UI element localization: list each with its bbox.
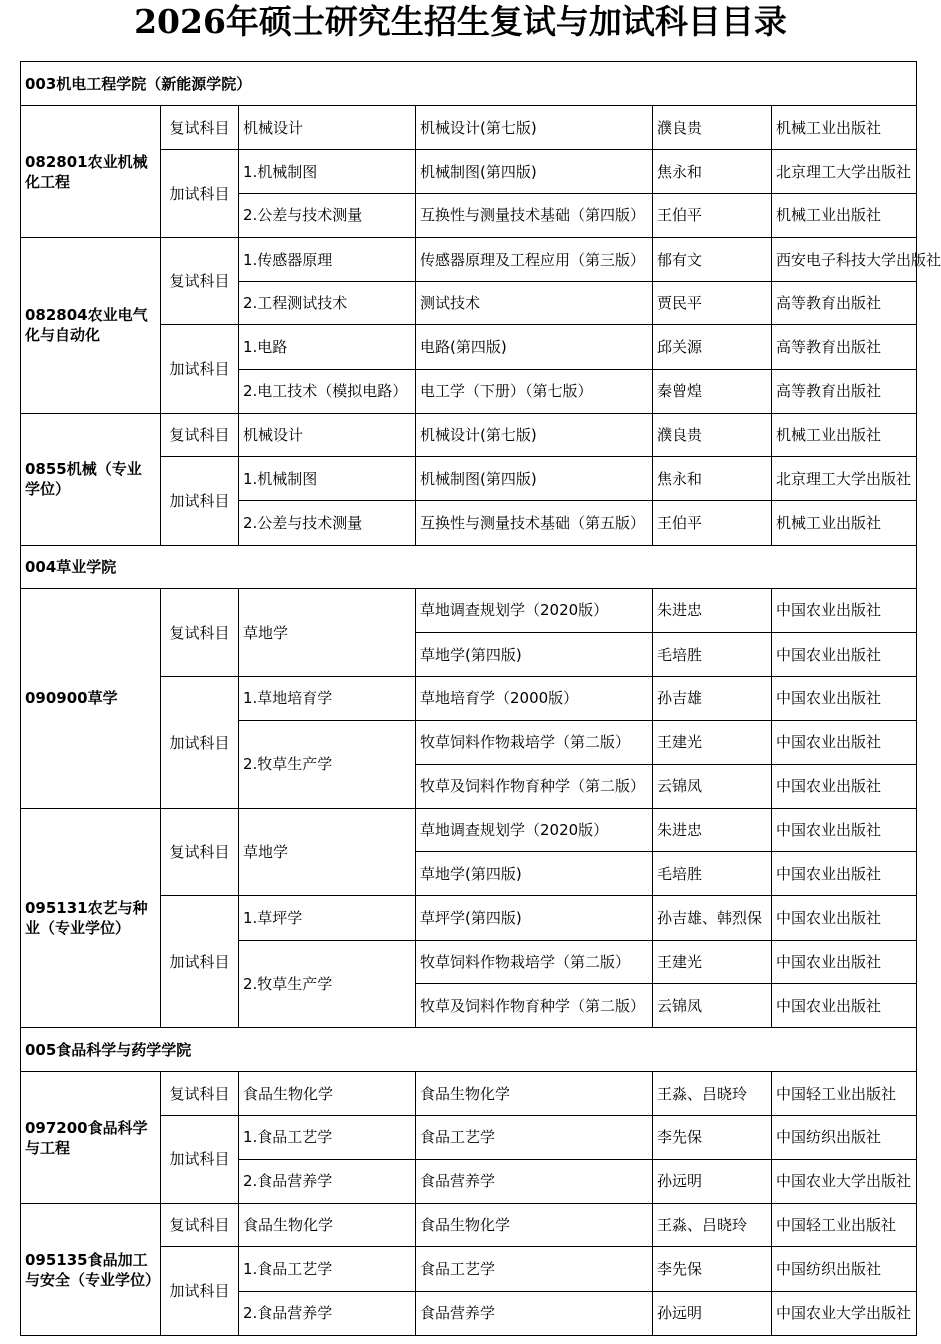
book-author: 毛培胜 [653,852,772,896]
subject-name: 食品生物化学 [239,1072,416,1115]
book-title: 牧草及饲料作物育种学（第二版） [416,764,653,808]
subject-name: 1.传感器原理 [239,237,416,281]
subject-name: 2.食品营养学 [239,1291,416,1335]
subject-name: 食品生物化学 [239,1204,416,1247]
exam-type: 复试科目 [161,1072,239,1115]
subject-name: 1.电路 [239,325,416,369]
book-author: 焦永和 [653,457,772,501]
book-author: 濮良贵 [653,413,772,456]
major-name: 097200食品科学与工程 [21,1072,161,1204]
subject-name: 2.牧草生产学 [239,720,416,808]
subject-catalog-table [20,61,941,1336]
book-title: 食品营养学 [416,1291,653,1335]
major-name: 0855机械（专业学位） [21,413,161,545]
subject-name: 草地学 [239,808,416,895]
book-author: 孙吉雄 [653,677,772,720]
major-name: 082801农业机械化工程 [21,106,161,238]
book-publisher: 中国农业出版社 [772,764,917,808]
book-publisher: 中国轻工业出版社 [772,1204,917,1247]
book-publisher: 中国农业出版社 [772,633,917,677]
book-publisher: 高等教育出版社 [772,325,917,369]
book-title: 草地调查规划学（2020版） [416,588,653,632]
book-publisher: 中国农业出版社 [772,677,917,720]
book-title: 机械制图(第四版) [416,150,653,193]
book-title: 牧草饲料作物栽培学（第二版） [416,720,653,764]
major-name: 090900草学 [21,588,161,808]
book-title: 草坪学(第四版) [416,896,653,940]
book-publisher: 机械工业出版社 [772,106,917,150]
book-author: 云锦凤 [653,983,772,1027]
book-author: 孙远明 [653,1159,772,1203]
book-publisher: 中国农业出版社 [772,808,917,851]
book-publisher: 中国农业出版社 [772,852,917,896]
book-title: 机械设计(第七版) [416,106,653,150]
major-name: 095135食品加工与安全（专业学位） [21,1204,161,1336]
exam-type: 复试科目 [161,237,239,324]
major-name: 082804农业电气化与自动化 [21,237,161,413]
book-publisher: 高等教育出版社 [772,282,917,325]
exam-type: 加试科目 [161,677,239,809]
exam-type: 加试科目 [161,325,239,413]
exam-type: 加试科目 [161,1115,239,1203]
book-author: 李先保 [653,1247,772,1291]
exam-type: 复试科目 [161,413,239,456]
subject-name: 机械设计 [239,413,416,456]
subject-name: 1.食品工艺学 [239,1247,416,1291]
college-header: 004草业学院 [21,545,917,588]
book-author: 王建光 [653,940,772,983]
exam-type: 复试科目 [161,808,239,895]
subject-name: 1.机械制图 [239,457,416,501]
book-title: 草地学(第四版) [416,633,653,677]
book-publisher: 中国农业出版社 [772,940,917,983]
book-author: 秦曾煌 [653,369,772,413]
exam-type: 加试科目 [161,457,239,545]
book-title: 牧草及饲料作物育种学（第二版） [416,983,653,1027]
subject-name: 2.食品营养学 [239,1159,416,1203]
book-publisher: 高等教育出版社 [772,369,917,413]
book-author: 王伯平 [653,501,772,545]
book-author: 王伯平 [653,193,772,237]
book-author: 濮良贵 [653,106,772,150]
exam-type: 加试科目 [161,150,239,237]
book-title: 机械制图(第四版) [416,457,653,501]
subject-name: 1.食品工艺学 [239,1115,416,1159]
book-publisher: 西安电子科技大学出版社 [772,237,917,281]
book-title: 电路(第四版) [416,325,653,369]
book-publisher: 中国农业大学出版社 [772,1159,917,1203]
book-title: 机械设计(第七版) [416,413,653,456]
exam-type: 加试科目 [161,896,239,1028]
subject-name: 2.电工技术（模拟电路） [239,369,416,413]
book-author: 贾民平 [653,282,772,325]
major-name: 095131农艺与种业（专业学位） [21,808,161,1027]
subject-name: 2.工程测试技术 [239,282,416,325]
subject-name: 2.公差与技术测量 [239,193,416,237]
book-title: 互换性与测量技术基础（第四版） [416,193,653,237]
book-title: 食品工艺学 [416,1115,653,1159]
subject-name: 2.牧草生产学 [239,940,416,1027]
book-author: 王淼、吕晓玲 [653,1204,772,1247]
book-author: 郁有文 [653,237,772,281]
book-publisher: 中国轻工业出版社 [772,1072,917,1115]
book-author: 李先保 [653,1115,772,1159]
book-publisher: 机械工业出版社 [772,413,917,456]
book-title: 草地培育学（2000版） [416,677,653,720]
book-title: 草地学(第四版) [416,852,653,896]
book-author: 孙远明 [653,1291,772,1335]
exam-type: 复试科目 [161,1204,239,1247]
college-header: 003机电工程学院（新能源学院） [21,62,917,106]
subject-name: 2.公差与技术测量 [239,501,416,545]
book-author: 王淼、吕晓玲 [653,1072,772,1115]
book-author: 焦永和 [653,150,772,193]
book-title: 食品生物化学 [416,1204,653,1247]
exam-type: 加试科目 [161,1247,239,1336]
book-title: 互换性与测量技术基础（第五版） [416,501,653,545]
book-publisher: 中国农业出版社 [772,983,917,1027]
book-publisher: 中国纺织出版社 [772,1115,917,1159]
book-publisher: 北京理工大学出版社 [772,457,917,501]
exam-type: 复试科目 [161,106,239,150]
book-title: 电工学（下册）（第七版） [416,369,653,413]
book-title: 草地调查规划学（2020版） [416,808,653,851]
subject-name: 草地学 [239,588,416,676]
page-title: 2026年硕士研究生招生复试与加试科目目录 [134,2,787,41]
book-title: 食品营养学 [416,1159,653,1203]
book-publisher: 中国纺织出版社 [772,1247,917,1291]
book-author: 云锦凤 [653,764,772,808]
book-publisher: 北京理工大学出版社 [772,150,917,193]
book-author: 朱进忠 [653,808,772,851]
subject-name: 1.机械制图 [239,150,416,193]
book-author: 朱进忠 [653,588,772,632]
book-title: 食品工艺学 [416,1247,653,1291]
book-author: 孙吉雄、韩烈保 [653,896,772,940]
book-title: 测试技术 [416,282,653,325]
book-author: 毛培胜 [653,633,772,677]
subject-name: 1.草地培育学 [239,677,416,720]
college-header: 005食品科学与药学学院 [21,1028,917,1072]
exam-type: 复试科目 [161,588,239,676]
book-publisher: 机械工业出版社 [772,501,917,545]
book-publisher: 机械工业出版社 [772,193,917,237]
book-author: 王建光 [653,720,772,764]
book-title: 食品生物化学 [416,1072,653,1115]
book-author: 邱关源 [653,325,772,369]
book-publisher: 中国农业出版社 [772,896,917,940]
subject-name: 机械设计 [239,106,416,150]
book-publisher: 中国农业出版社 [772,588,917,632]
book-title: 传感器原理及工程应用（第三版） [416,237,653,281]
book-publisher: 中国农业出版社 [772,720,917,764]
subject-name: 1.草坪学 [239,896,416,940]
book-title: 牧草饲料作物栽培学（第二版） [416,940,653,983]
book-publisher: 中国农业大学出版社 [772,1291,917,1335]
